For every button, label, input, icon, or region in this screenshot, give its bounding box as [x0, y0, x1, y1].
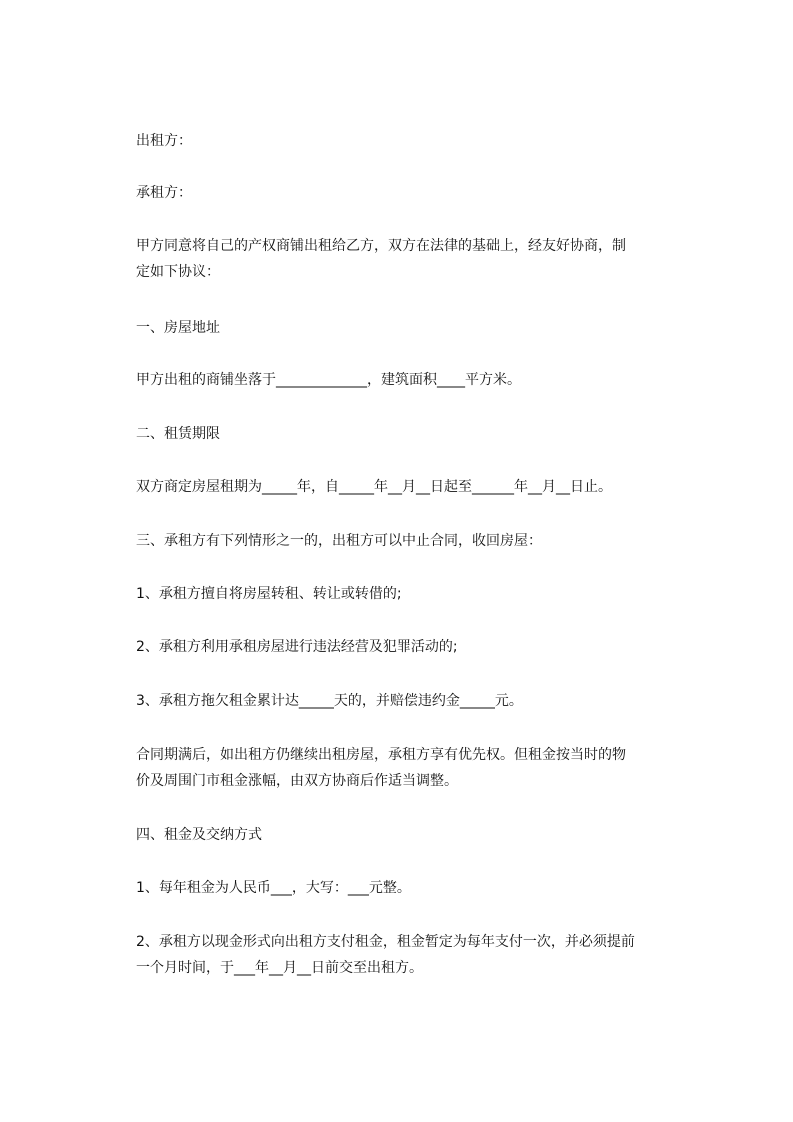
section-4-heading: 四、租金及交纳方式 [136, 827, 262, 843]
section-3-item-3: 3、承租方拖欠租金累计达_____天的，并赔偿违约金_____元。 [136, 693, 523, 709]
lessee-label: 承租方： [136, 185, 192, 201]
section-1-heading: 一、房屋地址 [136, 320, 220, 336]
section-3-heading: 三、承租方有下列情形之一的，出租方可以中止合同，收回房屋： [136, 533, 542, 549]
section-3-item-1: 1、承租方擅自将房屋转租、转让或转借的; [136, 586, 402, 602]
section-4-item-2-line-1: 2、承租方以现金形式向出租方支付租金，租金暂定为每年支付一次，并必须提前 [136, 934, 635, 950]
lessor-label: 出租方： [136, 133, 192, 149]
section-2-text: 双方商定房屋租期为_____年，自_____年__月__日起至______年__月__日止。 [136, 479, 612, 495]
section-4-item-2-line-2: 一个月时间，于___年__月__日前交至出租方。 [136, 960, 423, 976]
section-1-text: 甲方出租的商铺坐落于_____________，建筑面积____平方米。 [136, 372, 521, 388]
section-2-heading: 二、租赁期限 [136, 426, 220, 442]
section-4-item-1: 1、每年租金为人民币___，大写：___元整。 [136, 880, 411, 896]
intro-line-1: 甲方同意将自己的产权商铺出租给乙方，双方在法律的基础上，经友好协商，制 [136, 238, 626, 254]
renewal-line-1: 合同期满后，如出租方仍继续出租房屋，承租方享有优先权。但租金按当时的物 [136, 747, 626, 763]
renewal-line-2: 价及周围门市租金涨幅，由双方协商后作适当调整。 [136, 773, 458, 789]
intro-line-2: 定如下协议： [136, 264, 220, 280]
section-3-item-2: 2、承租方利用承租房屋进行违法经营及犯罪活动的; [136, 639, 458, 655]
